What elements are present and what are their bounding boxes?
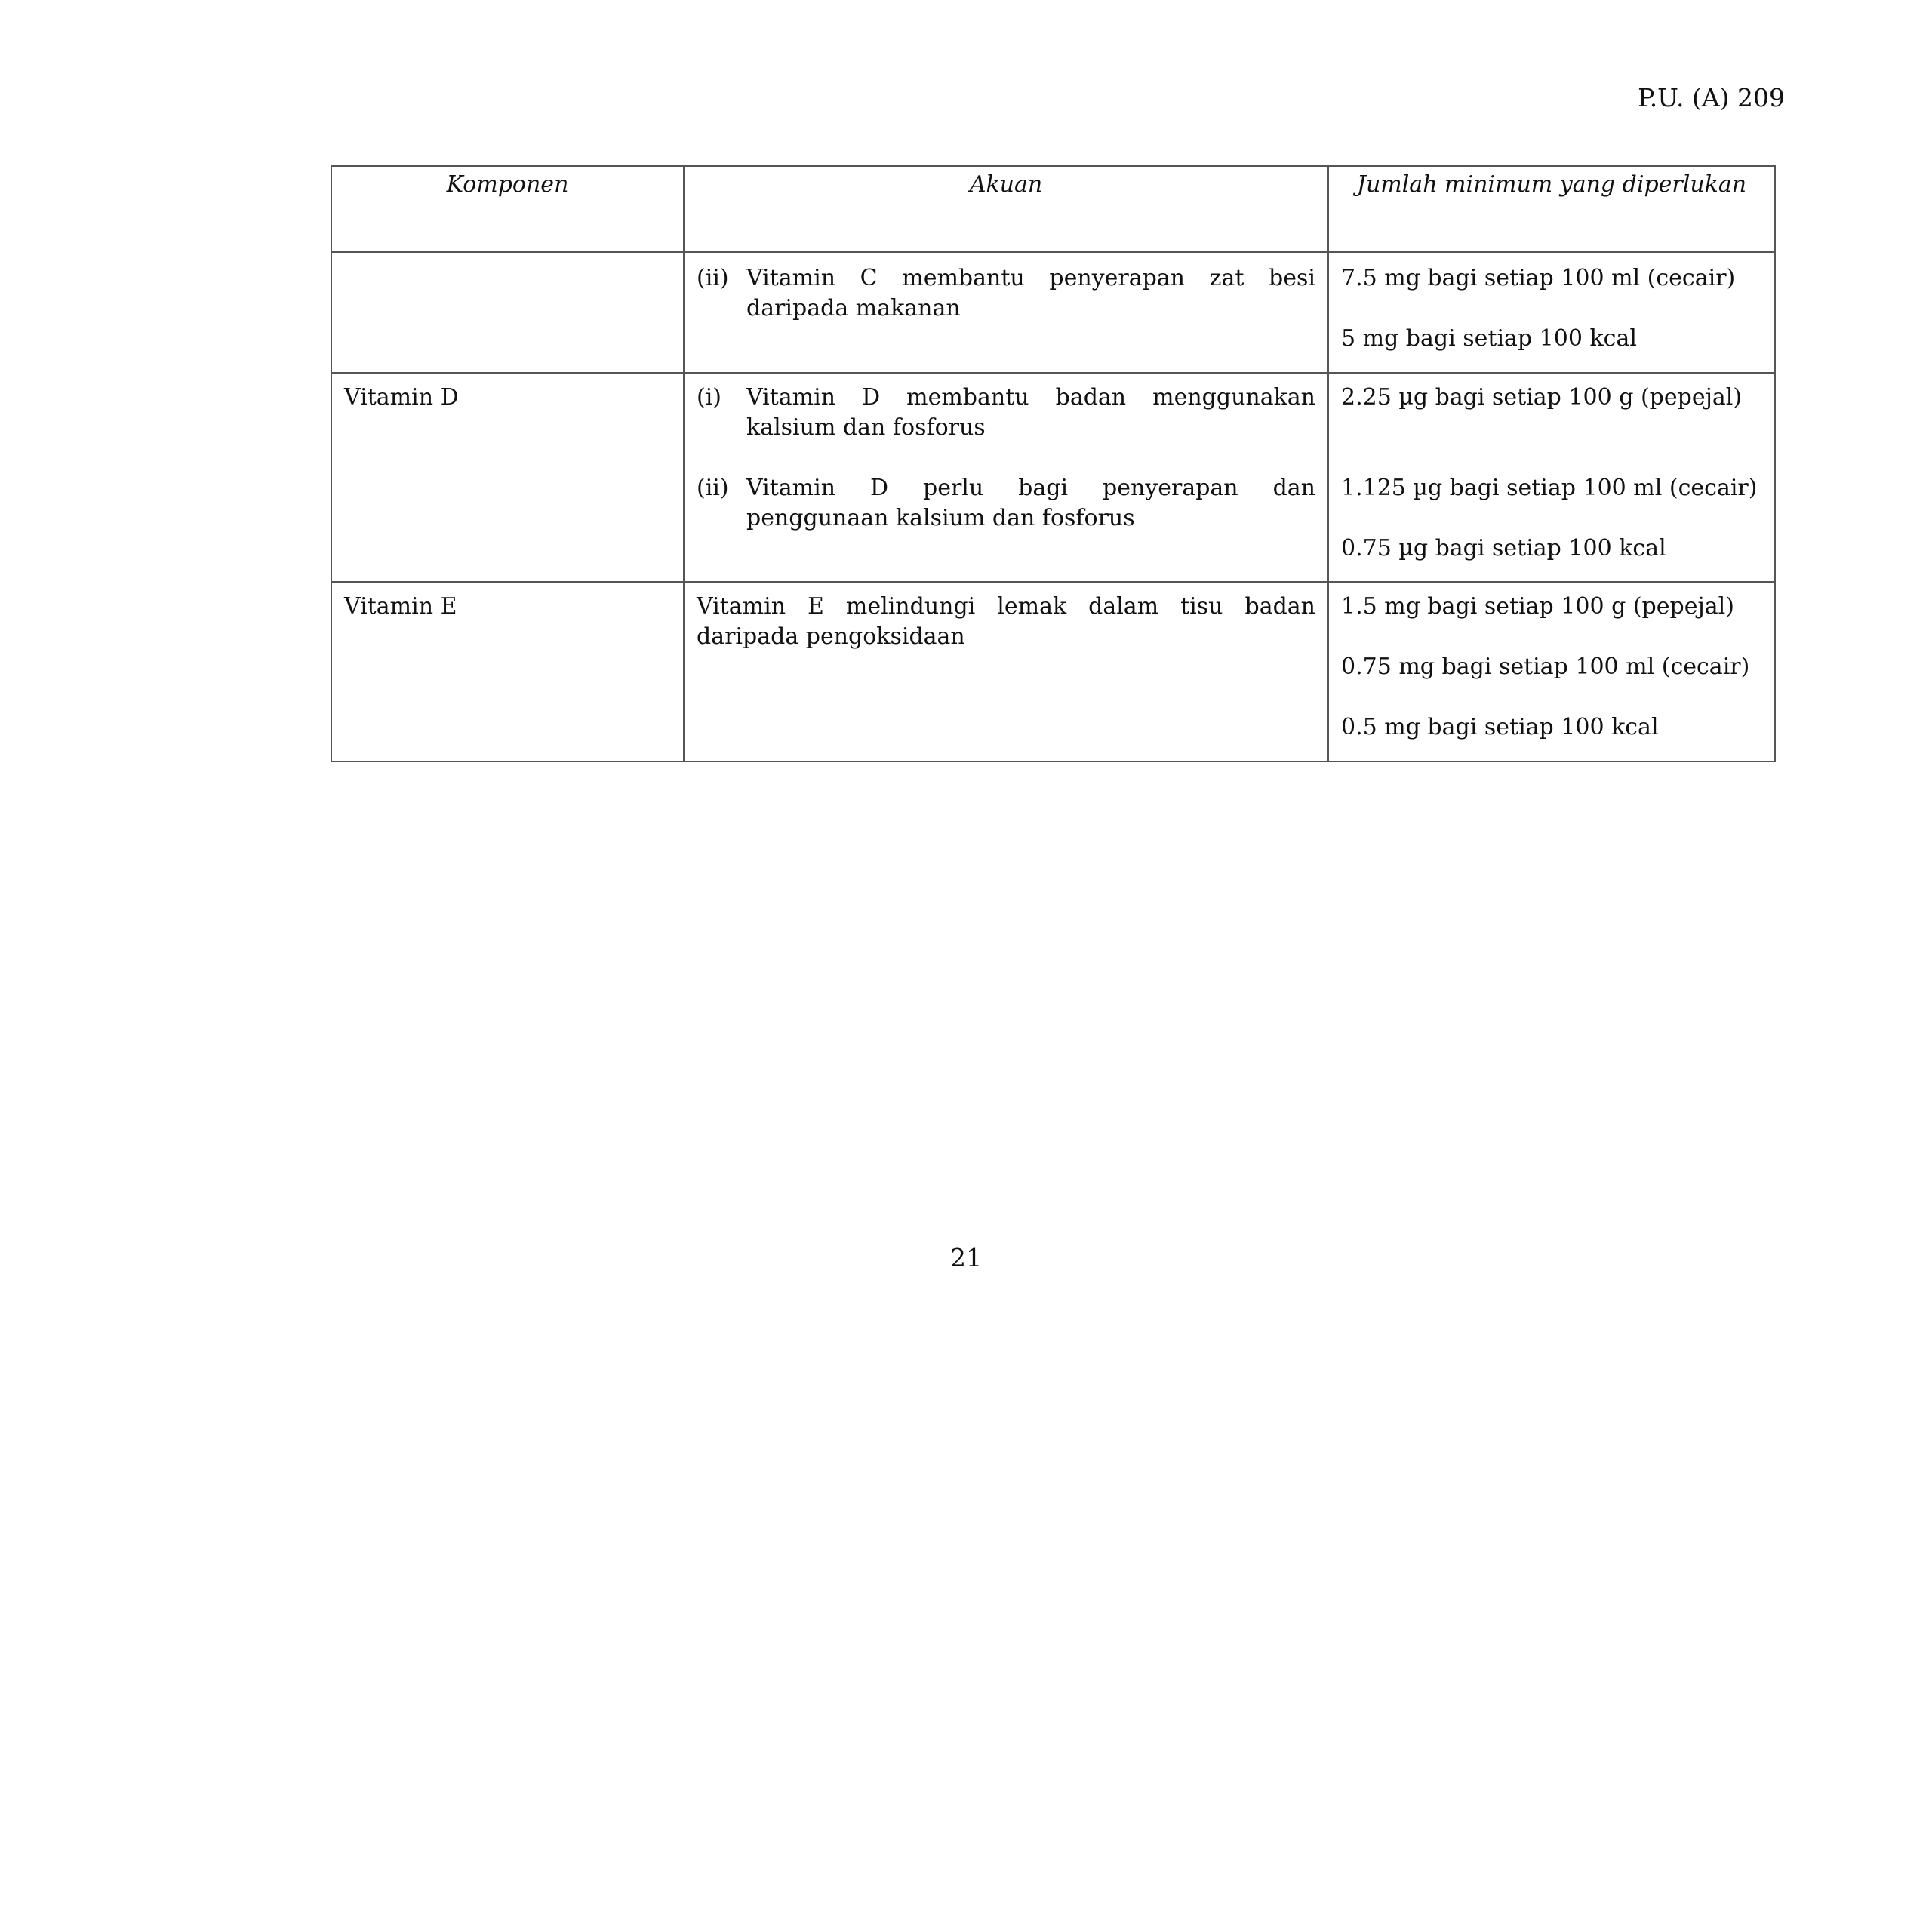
claim-cell (684, 582, 1328, 761)
claim-number: (ii) (697, 265, 729, 291)
claim-text: Vitamin D perlu bagi penyerapan dan penggunaan kalsium dan fosforus (746, 475, 1315, 531)
vitamin-claims-table (331, 165, 1776, 762)
claim-text: Vitamin C membantu penyerapan zat besi daripada makanan (746, 265, 1315, 321)
table-row (331, 252, 1775, 373)
amount-cell (1328, 252, 1775, 373)
amount-value: 0.75 mg bagi setiap 100 ml (cecair) (1341, 654, 1750, 680)
claim-number: (i) (697, 384, 722, 411)
amount-value: 1.5 mg bagi setiap 100 g (pepejal) (1341, 593, 1734, 620)
column-header-komponen: Komponen (331, 166, 684, 252)
column-header-jumlah: Jumlah minimum yang diperlukan (1328, 166, 1775, 252)
page-reference: P.U. (A) 209 (1638, 83, 1785, 112)
amount-cell (1328, 373, 1775, 582)
amount-value: 2.25 µg bagi setiap 100 g (pepejal) (1341, 384, 1743, 411)
amount-value: 1.125 µg bagi setiap 100 ml (cecair) (1341, 475, 1758, 501)
claim-text: Vitamin E melindungi lemak dalam tisu badan daripada pengoksidaan (697, 593, 1315, 650)
component-cell: Vitamin E (331, 582, 684, 761)
page-number: 21 (950, 1243, 982, 1272)
claim-cell (684, 373, 1328, 582)
amount-value: 0.5 mg bagi setiap 100 kcal (1341, 714, 1659, 740)
claim-item (697, 263, 1315, 324)
amount-value: 5 mg bagi setiap 100 kcal (1341, 325, 1637, 352)
component-cell: Vitamin D (331, 373, 684, 582)
claim-item (697, 383, 1315, 443)
claim-item (697, 473, 1315, 534)
column-header-akuan: Akuan (684, 166, 1328, 252)
table-row (331, 373, 1775, 582)
claim-cell (684, 252, 1328, 373)
amount-value: 7.5 mg bagi setiap 100 ml (cecair) (1341, 265, 1736, 291)
amount-cell (1328, 582, 1775, 761)
claim-text: Vitamin D membantu badan menggunakan kalsium dan fosforus (746, 384, 1315, 441)
component-cell (331, 252, 684, 373)
table-row (331, 582, 1775, 761)
table-header-row (331, 166, 1775, 252)
amount-value: 0.75 µg bagi setiap 100 kcal (1341, 535, 1666, 561)
claim-number: (ii) (697, 475, 729, 501)
